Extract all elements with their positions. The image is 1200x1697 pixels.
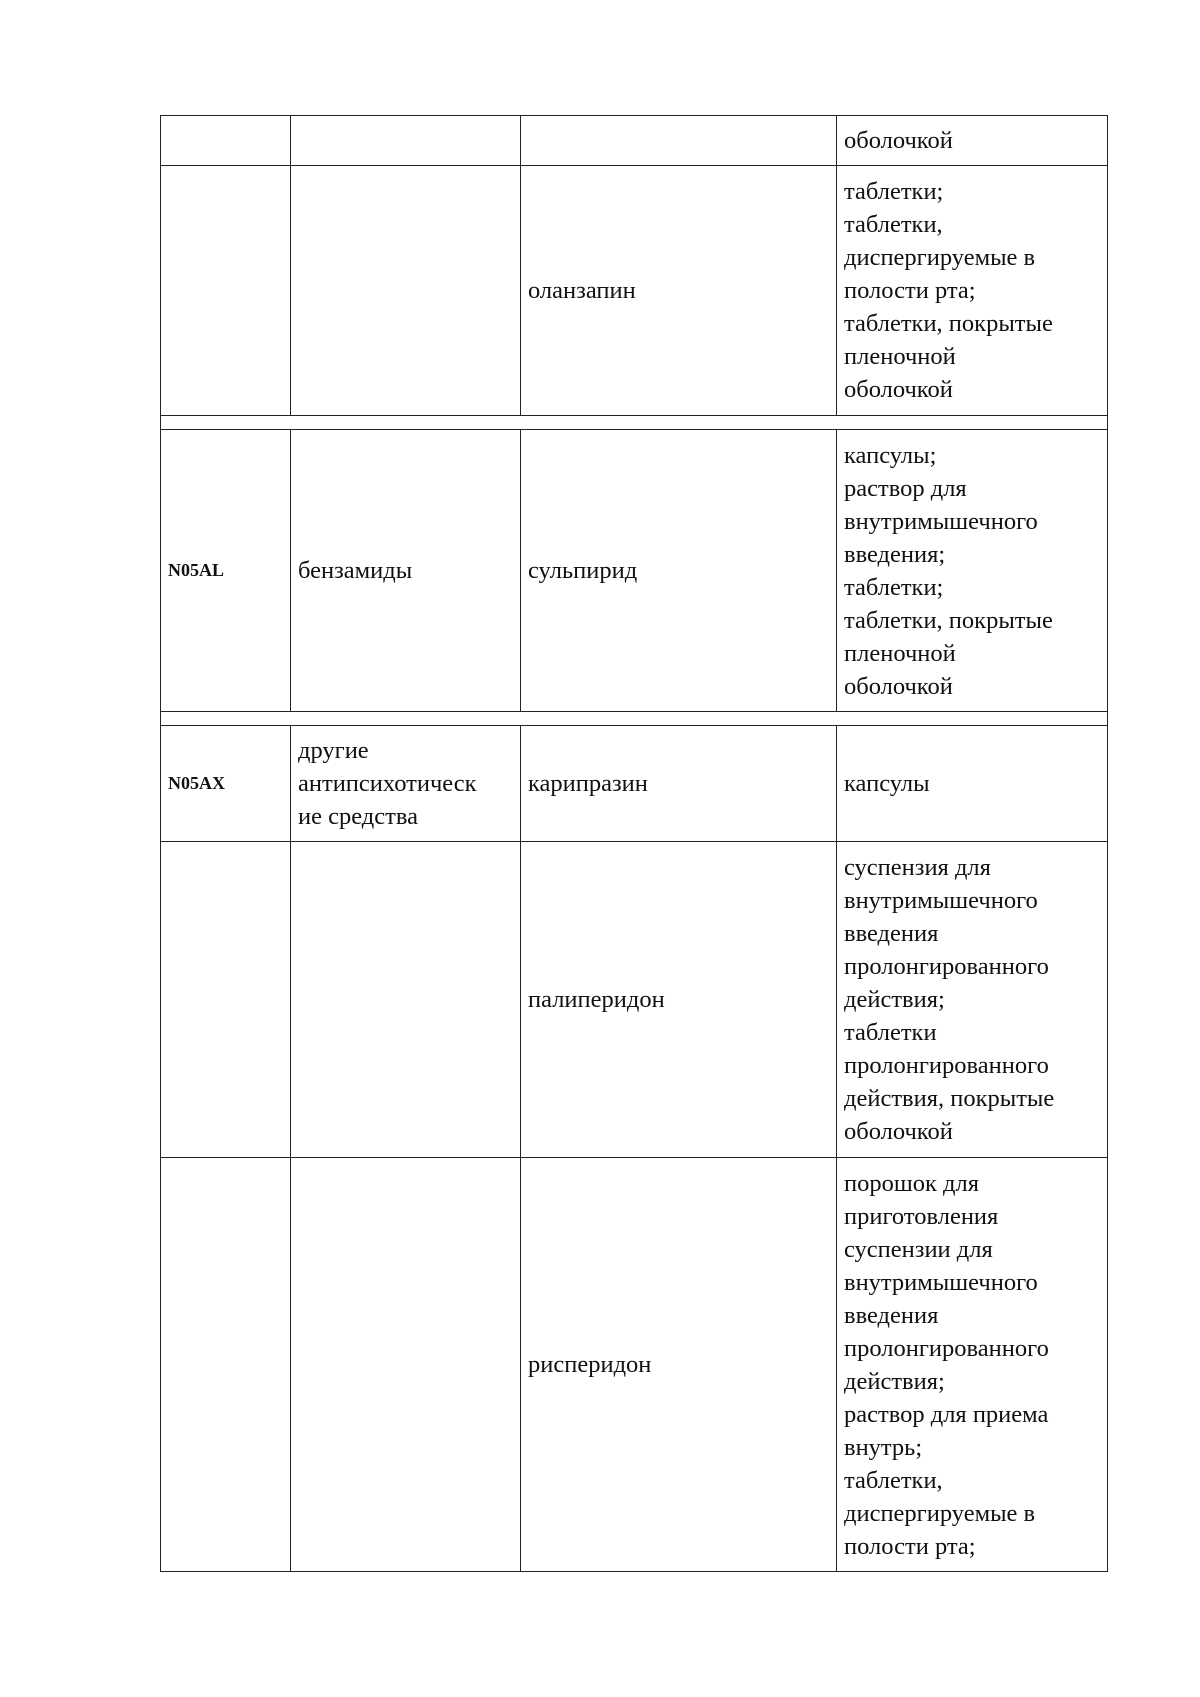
drug-name-cell: оланзапин: [521, 166, 837, 416]
dosage-forms-cell: порошок для приготовления суспензии для внутримышечного введения пролонгированного действия; раствор для приема внутрь; таблетки, диспергируемые в полости рта;: [837, 1158, 1108, 1572]
drug-name-cell: палиперидон: [521, 842, 837, 1158]
group-cell: бензамиды: [291, 430, 521, 712]
dosage-forms-cell: оболочкой: [837, 116, 1108, 166]
atc-code-cell: N05AL: [161, 430, 291, 712]
table-row: [161, 726, 1108, 842]
dosage-forms-cell: суспензия для внутримышечного введения пролонгированного действия; таблетки пролонгированного действия, покрытые оболочкой: [837, 842, 1108, 1158]
dosage-forms-cell: капсулы: [837, 726, 1108, 842]
atc-code-cell: [161, 166, 291, 416]
atc-code-cell: N05AX: [161, 726, 291, 842]
drug-name-cell: карипразин: [521, 726, 837, 842]
drug-name-cell: рисперидон: [521, 1158, 837, 1572]
atc-code-cell: [161, 842, 291, 1158]
drug-name-cell: [521, 116, 837, 166]
drug-name-cell: сульпирид: [521, 430, 837, 712]
table-row: [161, 842, 1108, 1158]
group-cell: [291, 166, 521, 416]
group-cell: [291, 1158, 521, 1572]
dosage-forms-cell: таблетки; таблетки, диспергируемые в полости рта; таблетки, покрытые пленочной оболочкой: [837, 166, 1108, 416]
group-cell: [291, 842, 521, 1158]
table-row: [161, 116, 1108, 166]
drug-table: [160, 115, 1108, 1572]
atc-code-cell: [161, 116, 291, 166]
row-separator: [161, 416, 1108, 430]
group-cell: другие антипсихотическ ие средства: [291, 726, 521, 842]
table-row: [161, 1158, 1108, 1572]
dosage-forms-cell: капсулы; раствор для внутримышечного введения; таблетки; таблетки, покрытые пленочной оболочкой: [837, 430, 1108, 712]
atc-code-cell: [161, 1158, 291, 1572]
table-row: [161, 430, 1108, 712]
row-separator: [161, 712, 1108, 726]
group-cell: [291, 116, 521, 166]
table-row: [161, 166, 1108, 416]
